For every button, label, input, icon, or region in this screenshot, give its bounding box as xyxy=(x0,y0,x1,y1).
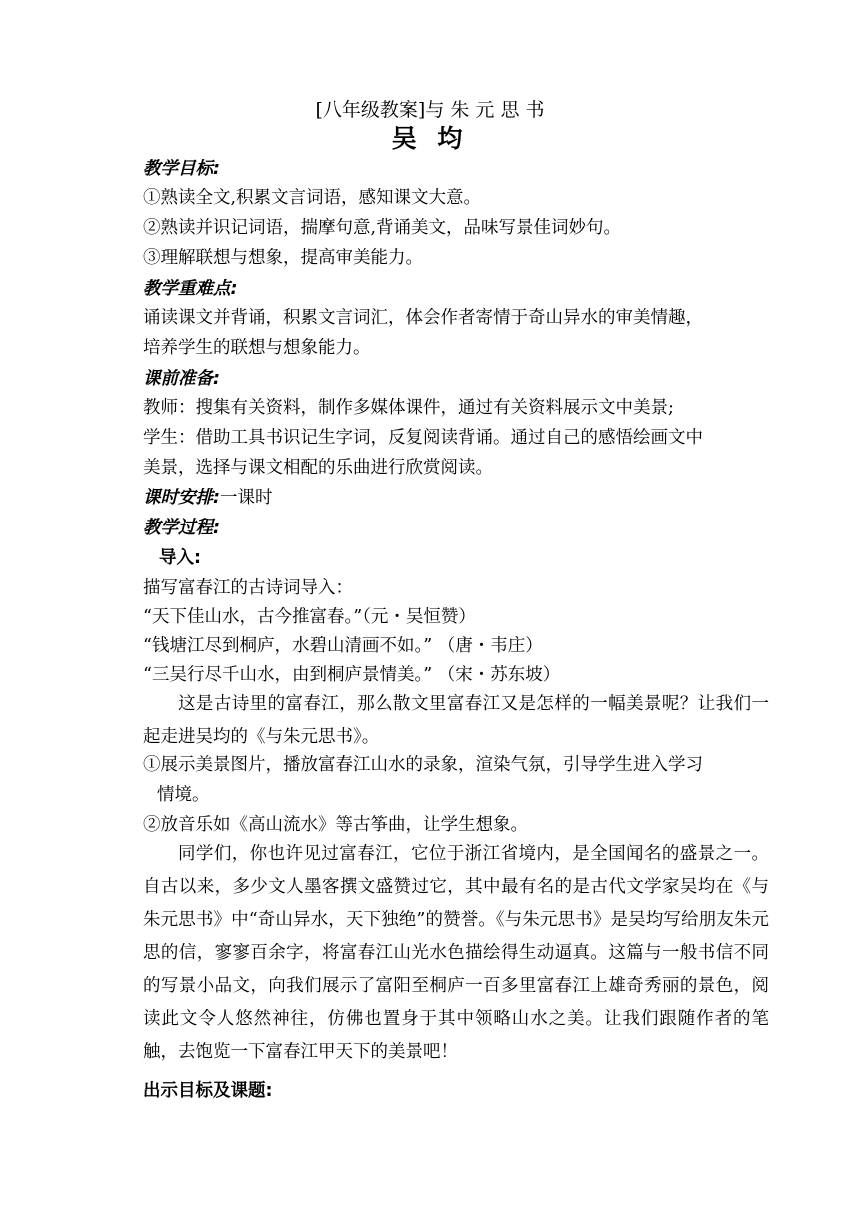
schedule-line xyxy=(143,484,783,512)
objective-item: ②熟读并识记词语，揣摩句意,背诵美文，品味写景佳词妙句。 xyxy=(143,218,622,238)
body-paragraph: 同学们，你也许见过富春江，它位于浙江省境内，是全国闻名的盛景之一。自古以来，多少文人墨客撰文盛赞过它，其中最有名的是古代文学家吴均在《与朱元思书》中“奇山异水，天下独绝”的赞誉。《与朱元思书》是吴均写给朋友朱元思的信，寥寥百余字，将富春江山光水色描绘得生动逼真。这篇与一般书信不同的写景小品文，向我们展示了富阳至桐庐一百多里富春江上雄奇秀丽的景色，阅读此文令人悠然神往，仿佛也置身于其中领略山水之美。让我们跟随作者的笔触，去饱览一下富春江甲天下的美景吧！ xyxy=(143,844,769,1062)
intro-paragraph: 这是古诗里的富春江，那么散文里富春江又是怎样的一幅美景呢？让我们一起走进吴均的《与朱元思书》。 xyxy=(143,694,769,747)
key-points-line: 培养学生的联想与想象能力。 xyxy=(143,338,371,358)
objectives-heading: 教学目标: xyxy=(143,159,220,179)
step-item: ①展示美景图片，播放富春江山水的录象，渲染气氛，引导学生进入学习 xyxy=(143,755,703,775)
intro-label: 导入: xyxy=(159,548,201,568)
process-heading: 教学过程: xyxy=(143,518,220,538)
document-title: [八年级教案]与 朱 元 思 书 xyxy=(315,99,545,121)
author-name: 吴 均 xyxy=(391,124,469,153)
objective-item: ③理解联想与想象，提高审美能力。 xyxy=(143,248,423,268)
poem-line: “天下佳山水，古今推富春。”（元・吴恒赞） xyxy=(143,607,476,627)
preparation-teacher: 教师：搜集有关资料，制作多媒体课件，通过有关资料展示文中美景; xyxy=(143,398,674,418)
schedule-value: 一课时 xyxy=(220,488,273,508)
preparation-student: 美景，选择与课文相配的乐曲进行欣赏阅读。 xyxy=(143,458,493,478)
key-points-line: 诵读课文并背诵，积累文言词汇，体会作者寄情于奇山异水的审美情趣， xyxy=(143,308,703,328)
poem-line: “钱塘江尽到桐庐，水碧山清画不如。” （唐・韦庄） xyxy=(143,636,543,656)
preparation-heading: 课前准备: xyxy=(143,369,220,389)
step-item-continued: 情境。 xyxy=(157,785,210,805)
schedule-heading: 课时安排: xyxy=(143,488,220,508)
show-objectives-heading: 出示目标及课题: xyxy=(143,1081,273,1101)
key-points-heading: 教学重难点: xyxy=(143,279,238,299)
poem-line: “三吴行尽千山水，由到桐庐景情美。” （宋・苏东坡） xyxy=(143,665,561,685)
preparation-student: 学生：借助工具书识记生字词，反复阅读背诵。通过自己的感悟绘画文中 xyxy=(143,428,703,448)
step-item: ②放音乐如《高山流水》等古筝曲，让学生想象。 xyxy=(143,815,528,835)
objective-item: ①熟读全文,积累文言词语，感知课文大意。 xyxy=(143,188,482,208)
intro-text: 描写富春江的古诗词导入： xyxy=(143,578,353,598)
